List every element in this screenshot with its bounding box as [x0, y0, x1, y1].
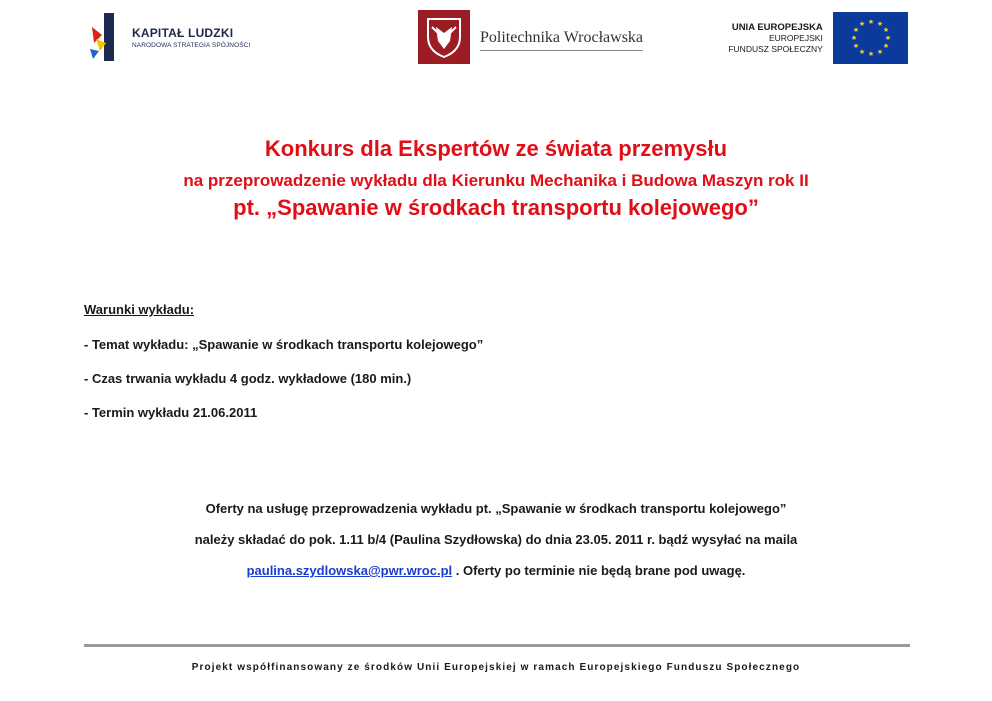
heading-subtitle: na przeprowadzenie wykładu dla Kierunku Mechanika i Budowa Maszyn rok II: [183, 171, 809, 190]
politechnika-logo: [418, 10, 656, 64]
eu-flag-icon: ★ ★ ★ ★ ★ ★ ★ ★ ★ ★ ★ ★: [833, 12, 908, 64]
eu-line3: FUNDUSZ SPOŁECZNY: [728, 43, 823, 54]
condition-duration: - Czas trwania wykładu 4 godz. wykładowe (180 min.): [84, 371, 412, 386]
condition-date: - Termin wykładu 21.06.2011: [84, 405, 258, 420]
kapital-ludzki-emblem-icon: [90, 13, 122, 61]
offer-deadline-note: . Oferty po terminie nie będą brane pod uwagę.: [452, 563, 746, 578]
kapital-ludzki-subtitle: NARODOWA STRATEGIA SPÓJNOŚCI: [132, 41, 251, 49]
offer-line-3: [0, 563, 992, 578]
kapital-ludzki-logo: [90, 12, 260, 62]
eagle-crest-icon: [418, 10, 470, 64]
conditions-title: Warunki wykładu:: [84, 302, 195, 317]
heading-lecture-title: pt. „Spawanie w środkach transportu kolejowego”: [233, 195, 759, 220]
heading-contest: Konkurs dla Ekspertów ze świata przemysłu: [264, 136, 728, 161]
offer-line-1: Oferty na usługę przeprowadzenia wykładu pt. „Spawanie w środkach transportu kolejowego”: [205, 501, 787, 516]
condition-topic: - Temat wykładu: „Spawanie w środkach transportu kolejowego”: [84, 337, 484, 352]
eu-logo: [712, 12, 908, 64]
email-link[interactable]: paulina.szydlowska@pwr.wroc.pl: [246, 563, 453, 578]
eu-title: UNIA EUROPEJSKA: [731, 21, 823, 33]
kapital-ludzki-title: KAPITAŁ LUDZKI: [132, 25, 234, 40]
footer-divider: [84, 644, 910, 647]
politechnika-name: Politechnika Wrocławska: [480, 29, 643, 51]
offer-line-2: należy składać do pok. 1.11 b/4 (Paulina Szydłowska) do dnia 23.05. 2011 r. bądź wysyłać na maila: [194, 532, 798, 547]
eu-line2: EUROPEJSKI: [768, 32, 823, 43]
footer-funding-note: Projekt współfinansowany ze środków Unii Europejskiej w ramach Europejskiego Funduszu Społecznego: [191, 662, 801, 673]
